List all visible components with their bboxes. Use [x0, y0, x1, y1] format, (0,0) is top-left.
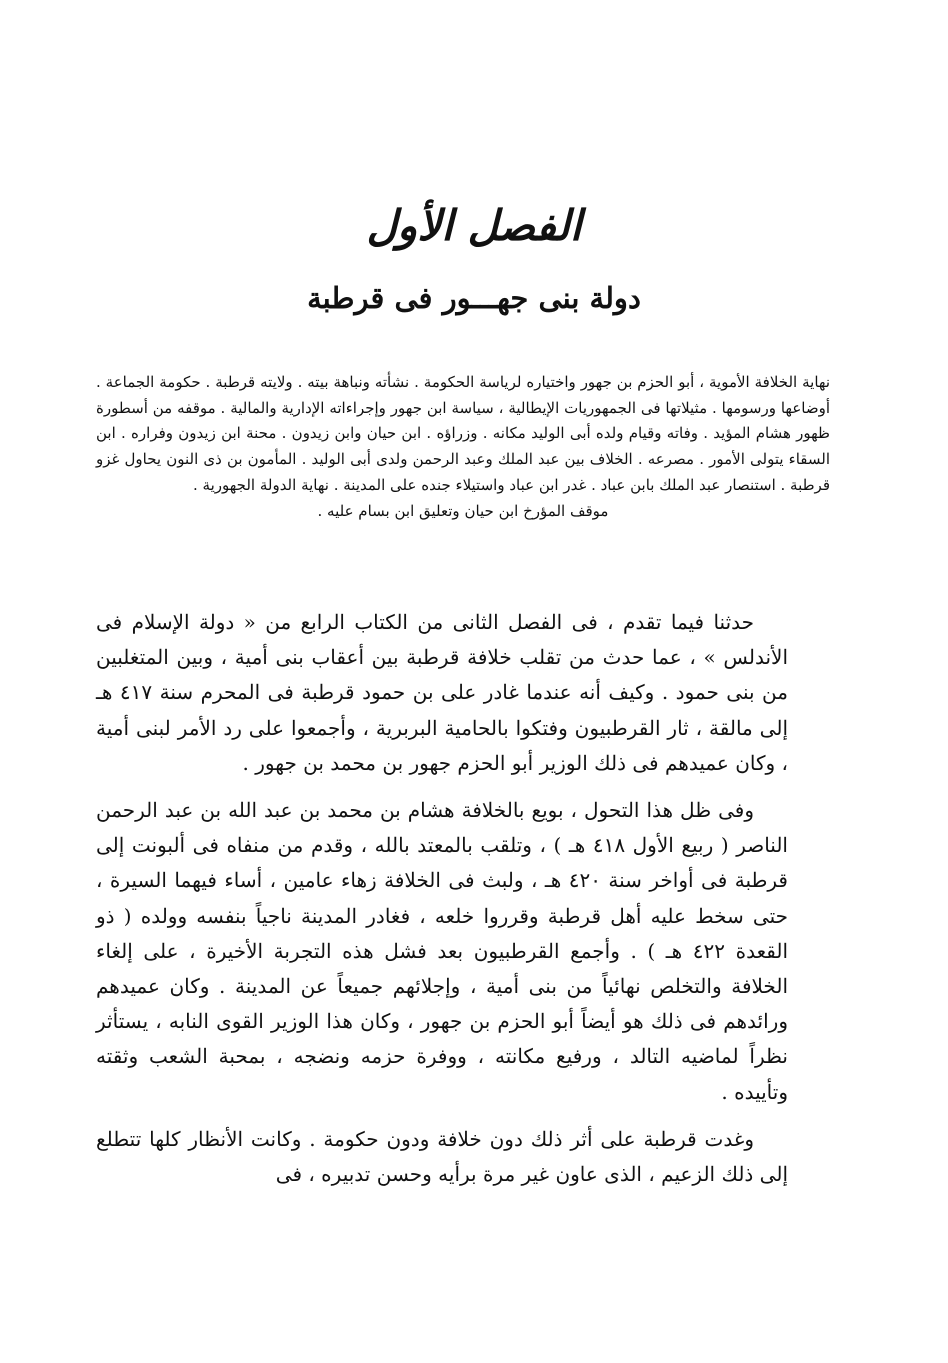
chapter-subtitle: دولة بنى جهـــور فى قرطبة	[307, 281, 641, 315]
chapter-title: الفصل الأول	[366, 201, 582, 250]
paragraph-2: وفى ظل هذا التحول ، بويع بالخلافة هشام بن محمد بن عبد الله بن عبد الرحمن الناصر ( ربيع الأول ٤١٨ هـ ) ، وتلقب بالمعتد بالله ، وقدم من منفاه فى ألبونت إلى قرطبة فى أواخر سنة ٤٢٠ هـ ، ولبث فى الخلافة زهاء عامين ، أساء فيهما السيرة ، حتى سخط عليه أهل قرطبة وقرروا خلعه ، فغادر المدينة ناجياً بنفسه وولده ( ذو القعدة ٤٢٢ هـ ) . وأجمع القرطبيون بعد فشل هذه التجربة الأخيرة ، على إلغاء الخلافة والتخلص نهائياً من بنى أمية ، وإجلائهم جميعاً عن المدينة . وكان عميدهم ورائدهم فى ذلك هو أيضاً أبو الحزم بن جهور ، وكان هذا الوزير القوى النابه ، يستأثر نظراً لماضيه التالد ، ورفيع مكانته ، ووفرة حزمه ونضجه ، بمحبة الشعب وثقته وتأييده .	[96, 798, 789, 1104]
paragraph-1: حدثنا فيما تقدم ، فى الفصل الثانى من الكتاب الرابع من « دولة الإسلام فى الأندلس » ، عما حدث من تقلب خلافة قرطبة بين أعقاب بنى أمية ، وبين المتغلبين من بنى حمود . وكيف أنه عندما غادر على بن حمود قرطبة فى المحرم سنة ٤١٧ هـ إلى مالقة ، ثار القرطبيون وفتكوا بالحامية البربرية ، وأجمعوا على رد الأمر لبنى أمية ، وكان عميدهم فى ذلك الوزير أبو الحزم جهور بن محمد بن جهور .	[96, 610, 788, 775]
summary-last-line: موقف المؤرخ ابن حيان وتعليق ابن بسام عليه .	[317, 501, 609, 520]
body-text	[96, 605, 788, 1204]
paragraph-3: وغدت قرطبة على أثر ذلك دون خلافة ودون حكومة . وكانت الأنظار كلها تتطلع إلى ذلك الزعيم ، الذى عاون غير مرة برأيه وحسن تدبيره ، فى	[96, 1126, 788, 1187]
chapter-summary	[96, 370, 830, 524]
summary-text: نهاية الخلافة الأموية ، أبو الحزم بن جهور واختياره لرياسة الحكومة . نشأته ونباهة بيته . ولايته قرطبة . حكومة الجماعة . أوضاعها ورسومها . مثيلاتها فى الجمهوريات الإيطالية ، سياسة ابن جهور وإجراءاته الإدارية والمالية . موقفه من أسطورة ظهور هشام المؤيد . وفاته وقيام ولده أبى الوليد مكانه . وزراؤه . ابن حيان وابن زيدون . محنة ابن زيدون وفراره . ابن السقاء يتولى الأمور . مصرعه . الخلاف بين عبد الملك وعبد الرحمن ولدى أبى الوليد . المأمون بن ذى النون يحاول غزو قرطبة . استنصار عبد الملك بابن عباد . غدر ابن عباد واستيلاء جنده على المدينة . نهاية الدولة الجهورية .	[96, 373, 830, 494]
